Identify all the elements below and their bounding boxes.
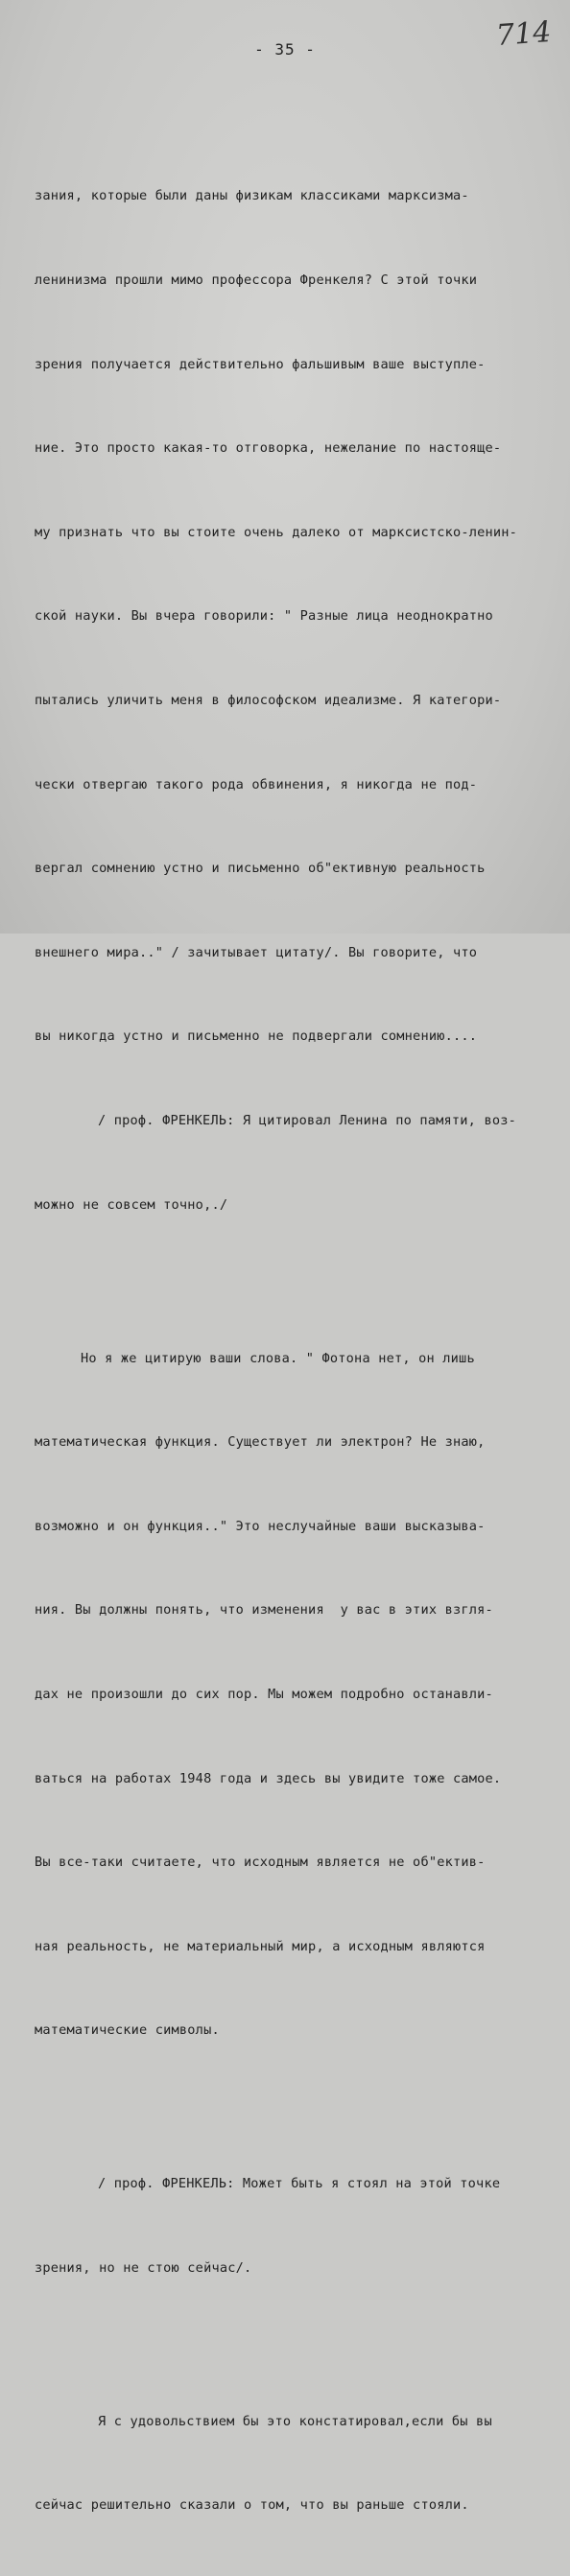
text-line: математические символы. bbox=[35, 2022, 220, 2039]
text-line: му признать что вы стоите очень далеко от марксистско-ленин- bbox=[35, 524, 518, 540]
text-line: можно не совсем точно,./ bbox=[35, 1196, 228, 1213]
text-line: пытались уличить меня в философском идеализме. Я категори- bbox=[35, 692, 502, 708]
paragraph-start-line: Но я же цитирую ваши слова. " Фотона нет, он лишь bbox=[81, 1350, 475, 1366]
handwritten-archive-number: 714 bbox=[494, 15, 553, 53]
text-line: зрения получается действительно фальшивым ваше выступле- bbox=[35, 356, 486, 372]
text-line: вы никогда устно и письменно не подвергали сомнению.... bbox=[35, 1028, 478, 1045]
paragraph-gap bbox=[35, 2338, 562, 2351]
text-line: внешнего мира.." / зачитывает цитату/. Вы говорите, что bbox=[35, 944, 478, 960]
text-line: Вы все-таки считаете, что исходным является не об"ектив- bbox=[35, 1855, 486, 1871]
text-line: ской науки. Вы вчера говорили: " Разные лица неоднократно bbox=[35, 608, 493, 625]
typewritten-body bbox=[35, 127, 562, 2576]
speaker-remark-line: / проф. ФРЕНКЕЛЬ: Я цитировал Ленина по памяти, воз- bbox=[98, 1112, 516, 1128]
text-line: вергал сомнению устно и письменно об"ективную реальность bbox=[35, 861, 486, 877]
text-line: ваться на работах 1948 года и здесь вы увидите тоже самое. bbox=[35, 1770, 502, 1786]
speaker-remark-line: / проф. ФРЕНКЕЛЬ: Может быть я стоял на этой точке bbox=[98, 2176, 501, 2192]
text-line: ния. Вы должны понять, что изменения у вас в этих взгля- bbox=[35, 1602, 493, 1619]
text-line: дах не произошли до сих пор. Мы можем подробно останавли- bbox=[35, 1686, 493, 1702]
text-line: ленинизма прошли мимо профессора Френкеля? С этой точки bbox=[35, 272, 478, 288]
text-line: зания, которые были даны физикам классиками марксизма- bbox=[35, 188, 469, 204]
text-line: математическая функция. Существует ли электрон? Не знаю, bbox=[35, 1434, 486, 1451]
text-line: зрения, но не стою сейчас/. bbox=[35, 2259, 252, 2276]
text-line: ние. Это просто какая-то отговорка, нежелание по настояще- bbox=[35, 440, 502, 457]
paragraph-start-line: Я с удовольствием бы это констатировал,если бы вы bbox=[98, 2413, 492, 2429]
text-line: ная реальность, не материальный мир, а исходным являются bbox=[35, 1938, 486, 1954]
paragraph-gap bbox=[35, 1275, 562, 1288]
page-number: - 35 - bbox=[254, 40, 316, 59]
paragraph-gap bbox=[35, 2101, 562, 2115]
text-line: возможно и он функция.." Это неслучайные ваши высказыва- bbox=[35, 1518, 486, 1534]
text-line: чески отвергаю такого рода обвинения, я никогда не под- bbox=[35, 776, 478, 792]
text-line: сейчас решительно сказали о том, что вы раньше стояли. bbox=[35, 2497, 469, 2514]
